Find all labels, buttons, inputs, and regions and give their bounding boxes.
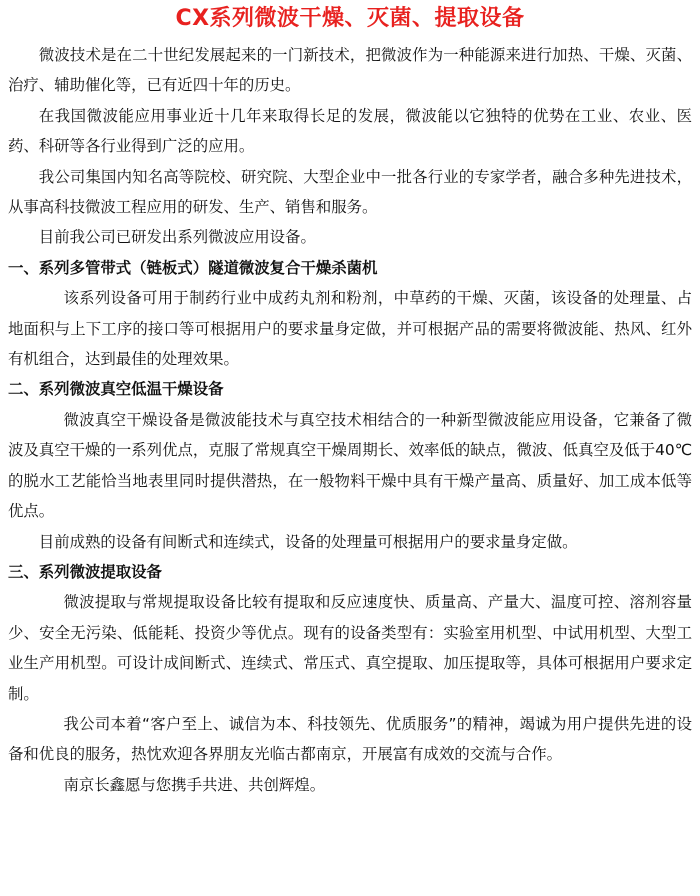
- section-3-paragraph-1: 微波提取与常规提取设备比较有提取和反应速度快、质量高、产量大、温度可控、溶剂容量少、安全无污染、低能耗、投资少等优点。现有的设备类型有：实验室用机型、中试用机型、大型工业生产用机型。可设计成间断式、连续式、常压式、真空提取、加压提取等，具体可根据用户要求定制。: [8, 593, 692, 703]
- document-title: CX系列微波干燥、灭菌、提取设备: [175, 6, 525, 31]
- closing-paragraph-1: 我公司本着“客户至上、诚信为本、科技领先、优质服务”的精神，竭诚为用户提供先进的设备和优良的服务，热忱欢迎各界朋友光临古都南京，开展富有成效的交流与合作。: [8, 714, 692, 764]
- section-2-heading: 二、系列微波真空低温干燥设备: [8, 380, 224, 399]
- intro-paragraph-4: 目前我公司已研发出系列微波应用设备。: [38, 228, 316, 247]
- intro-paragraph-2: 在我国微波能应用事业近十几年来取得长足的发展，微波能以它独特的优势在工业、农业、医药、科研等各行业得到广泛的应用。: [8, 106, 692, 156]
- section-1-paragraph-1: 该系列设备可用于制药行业中成药丸剂和粉剂，中草药的干燥、灭菌，该设备的处理量、占地面积与上下工序的接口等可根据用户的要求量身定做，并可根据产品的需要将微波能、热风、红外有机组合，达到最佳的处理效果。: [8, 289, 692, 369]
- section-2-paragraph-1: 微波真空干燥设备是微波能技术与真空技术相结合的一种新型微波能应用设备，它兼备了微波及真空干燥的一系列优点，克服了常规真空干燥周期长、效率低的缺点，微波、低真空及低于40℃的脱水工艺能恰当地表里同时提供潜热，在一般物料干燥中具有干燥产量高、质量好、加工成本低等优点。: [8, 410, 692, 521]
- section-3-heading: 三、系列微波提取设备: [8, 562, 162, 581]
- closing-paragraph-2: 南京长鑫愿与您携手共进、共创辉煌。: [63, 775, 326, 794]
- section-1-heading: 一、系列多管带式（链板式）隧道微波复合干燥杀菌机: [8, 258, 378, 277]
- intro-paragraph-1: 微波技术是在二十世纪发展起来的一门新技术，把微波作为一种能源来进行加热、干燥、灭菌、治疗、辅助催化等，已有近四十年的历史。: [8, 46, 692, 95]
- section-2-paragraph-2: 目前成熟的设备有间断式和连续式，设备的处理量可根据用户的要求量身定做。: [38, 532, 578, 551]
- intro-paragraph-3: 我公司集国内知名高等院校、研究院、大型企业中一批各行业的专家学者，融合多种先进技术，从事高科技微波工程应用的研发、生产、销售和服务。: [8, 167, 692, 217]
